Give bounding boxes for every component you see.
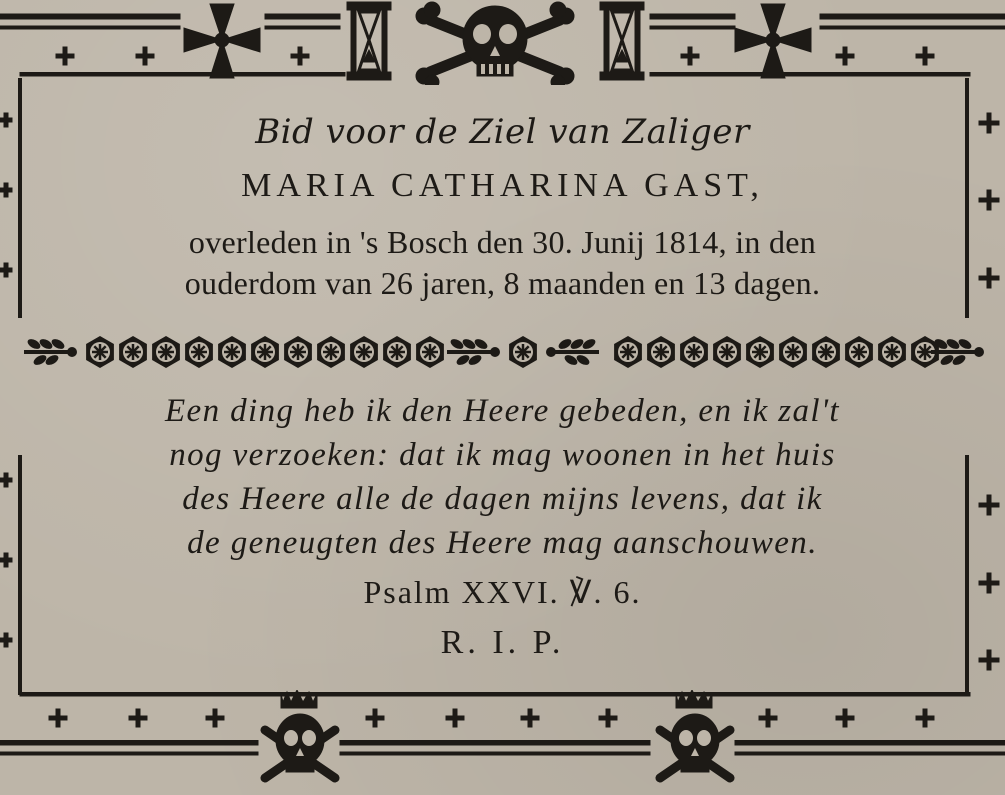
rosette-icon: [317, 336, 345, 368]
rosette-icon: [713, 336, 741, 368]
verse-line: des Heere alle de dagen mijns levens, dat ik: [182, 481, 823, 517]
laurel-sprig-icon: [931, 337, 984, 367]
rosette-icon: [647, 336, 675, 368]
verse-line: nog verzoeken: dat ik mag woonen in het huis: [169, 437, 836, 473]
rosette-icon: [845, 336, 873, 368]
bottom-border: [0, 740, 1005, 764]
small-cross-icon: [30, 704, 980, 732]
hourglass-icon: [598, 0, 646, 82]
rosette-icon: [878, 336, 906, 368]
rosette-icon: [119, 336, 147, 368]
rosette-icon: [284, 336, 312, 368]
rosette-icon: [152, 336, 180, 368]
deceased-name: MARIA CATHARINA GAST,: [241, 167, 764, 204]
laurel-sprig-icon: [447, 337, 500, 367]
cross-pattee-icon: [182, 2, 262, 80]
laurel-sprig-icon: [546, 337, 599, 367]
left-lower-rule: [18, 455, 22, 695]
crowned-skull-icon: [650, 690, 740, 790]
rosette-icon: [416, 336, 444, 368]
rosette-icon: [779, 336, 807, 368]
rip-closing: R. I. P.: [440, 624, 565, 661]
rosette-icon: [185, 336, 213, 368]
rosette-icon: [509, 336, 537, 368]
skull-crossbones-icon: [410, 0, 580, 85]
cross-pattee-icon: [733, 2, 813, 80]
bottom-inner-rule: [0, 692, 1005, 700]
rosette-icon: [614, 336, 642, 368]
rosette-icon: [812, 336, 840, 368]
left-upper-rule: [18, 78, 22, 318]
rosette-icon: [251, 336, 279, 368]
rosette-icon: [218, 336, 246, 368]
death-date-line: overleden in 's Bosch den 30. Junij 1814, in den: [188, 224, 817, 260]
rosette-icon: [383, 336, 411, 368]
rosette-icon: [746, 336, 774, 368]
rosette-icon: [350, 336, 378, 368]
crowned-skull-icon: [255, 690, 345, 790]
rosette-icon: [86, 336, 114, 368]
verse-line: Een ding heb ik den Heere gebeden, en ik zal't: [164, 393, 840, 429]
intro-line: Bid voor de Ziel van Zaliger: [255, 112, 750, 152]
verse-line: de geneugten des Heere mag aanschouwen.: [187, 525, 818, 561]
ornamental-divider: [20, 330, 985, 374]
small-cross-icon: [975, 95, 1005, 695]
small-cross-icon: [0, 95, 16, 695]
psalm-reference: Psalm XXVI. ℣. 6.: [363, 574, 642, 610]
laurel-sprig-icon: [24, 337, 77, 367]
rosette-icon: [680, 336, 708, 368]
age-line: ouderdom van 26 jaren, 8 maanden en 13 dagen.: [184, 265, 821, 301]
hourglass-icon: [345, 0, 393, 82]
